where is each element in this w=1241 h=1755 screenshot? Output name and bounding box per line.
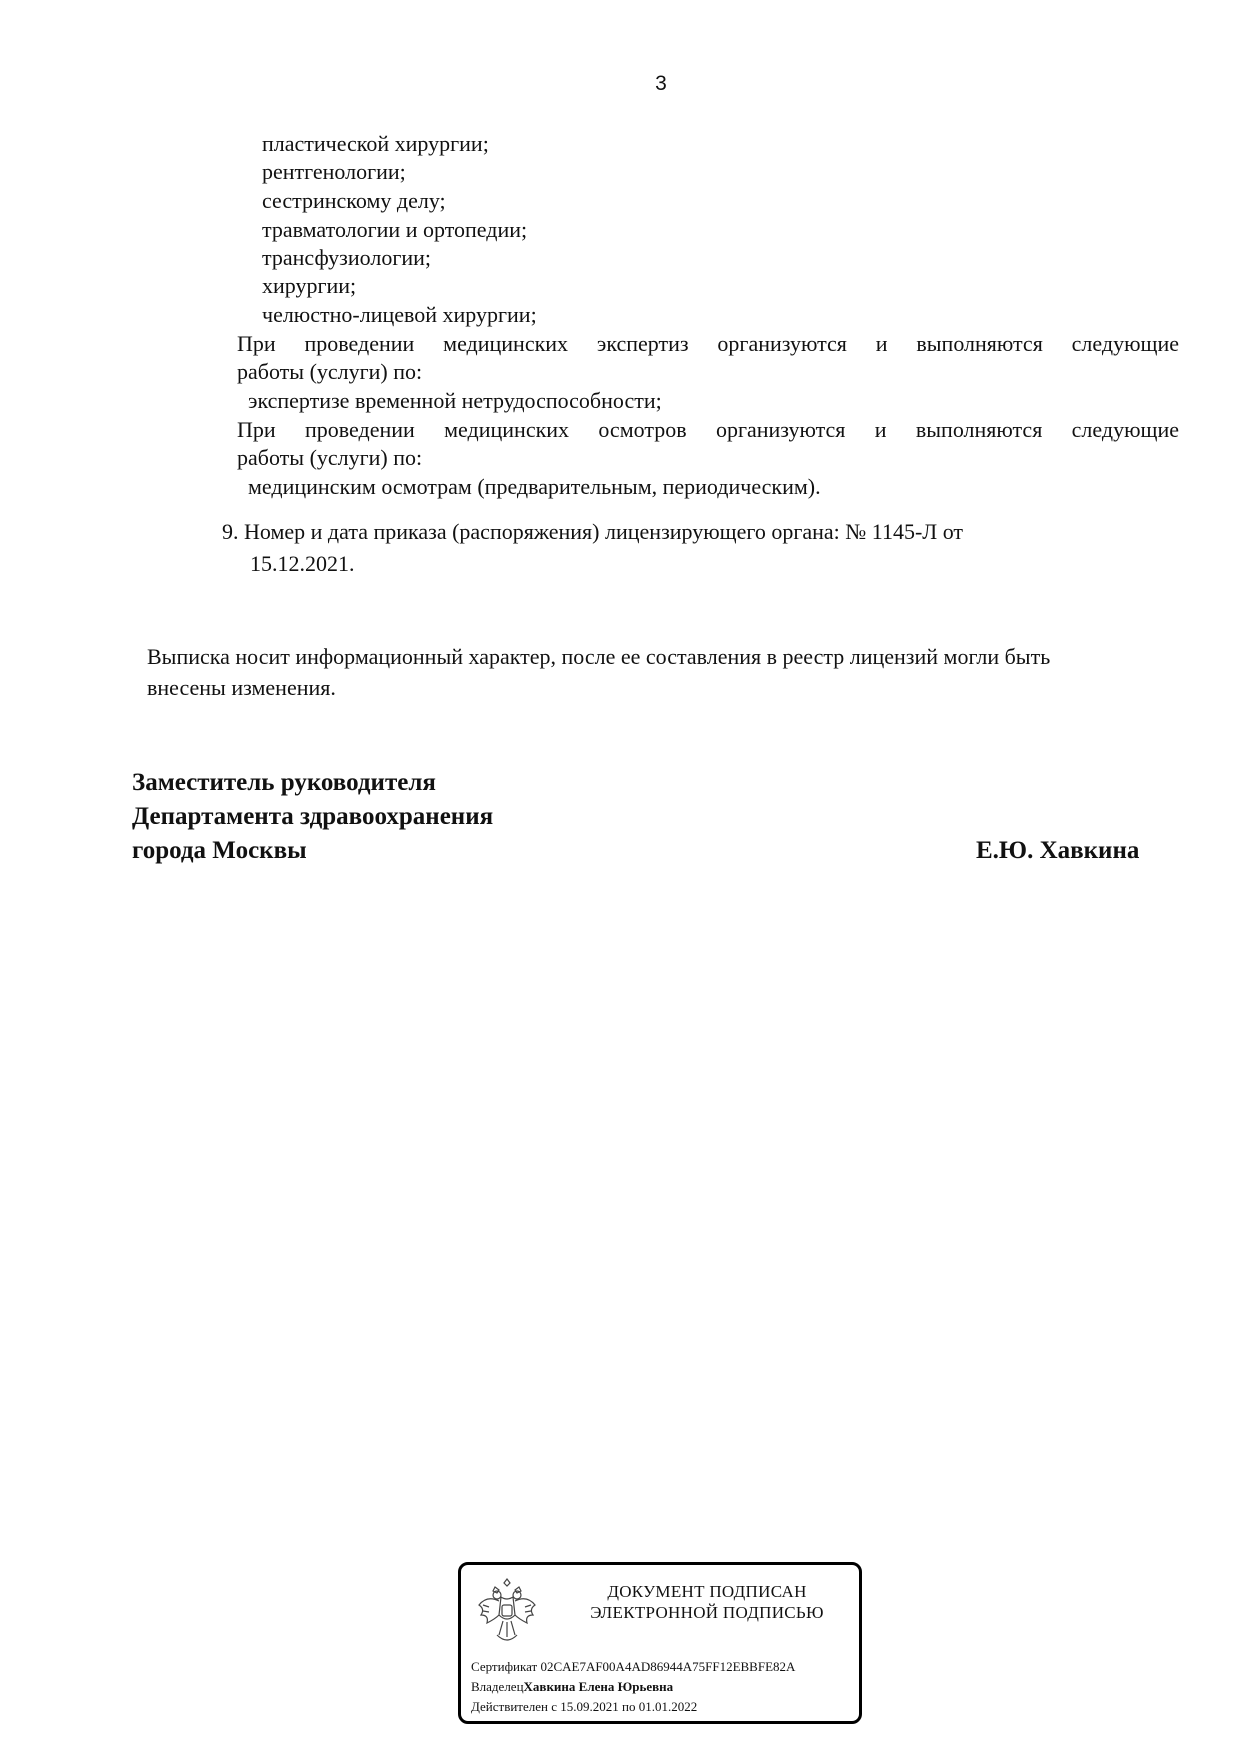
examinations-intro-cont: работы (услуги) по:: [237, 445, 423, 470]
owner-label: Владелец: [471, 1679, 524, 1694]
specialty-item: травматологии и ортопедии;: [262, 217, 528, 242]
expertise-item: экспертизе временной нетрудоспособности;: [248, 388, 662, 413]
certificate-value: 02CAE7AF00A4AD86944A75FF12EBBFE82A: [540, 1659, 796, 1674]
specialty-item: челюстно-лицевой хирургии;: [262, 302, 537, 327]
examinations-item: медицинским осмотрам (предварительным, периодическим).: [248, 474, 821, 499]
signatory-title-cont: Департамента здравоохранения: [132, 803, 494, 830]
examinations-intro: При проведении медицинских осмотров организуются и выполняются следующие: [237, 417, 1179, 442]
specialty-item: рентгенологии;: [262, 159, 406, 184]
expertise-intro-cont: работы (услуги) по:: [237, 359, 423, 384]
order-line: 9. Номер и дата приказа (распоряжения) лицензирующего органа: № 1145-Л от: [222, 519, 964, 544]
stamp-heading-line: ЭЛЕКТРОННОЙ ПОДПИСЬЮ: [590, 1603, 824, 1622]
specialty-item: пластической хирургии;: [262, 131, 489, 156]
stamp-heading: [557, 1581, 857, 1623]
electronic-signature-stamp: [458, 1562, 862, 1724]
specialty-item: трансфузиологии;: [262, 245, 431, 270]
stamp-validity: Действителен с 15.09.2021 по 01.01.2022: [471, 1699, 698, 1714]
notice-text-cont: внесены изменения.: [147, 675, 336, 700]
certificate-label: Сертификат: [471, 1659, 538, 1674]
page-number: 3: [655, 72, 667, 95]
double-headed-eagle-emblem-icon: [475, 1575, 539, 1649]
notice-text: Выписка носит информационный характер, после ее составления в реестр лицензий могли быть: [147, 644, 1051, 669]
order-date: 15.12.2021.: [250, 551, 355, 576]
specialty-item: сестринскому делу;: [262, 188, 446, 213]
signatory-title: Заместитель руководителя: [132, 769, 436, 796]
stamp-owner: [471, 1679, 673, 1695]
expertise-intro: При проведении медицинских экспертиз организуются и выполняются следующие: [237, 331, 1179, 356]
specialty-item: хирургии;: [262, 273, 357, 298]
signatory-city: города Москвы: [132, 837, 307, 864]
stamp-heading-line: ДОКУМЕНТ ПОДПИСАН: [607, 1582, 807, 1601]
signatory-name: Е.Ю. Хавкина: [976, 837, 1140, 864]
stamp-certificate: [471, 1659, 795, 1675]
owner-value: Хавкина Елена Юрьевна: [523, 1679, 674, 1694]
